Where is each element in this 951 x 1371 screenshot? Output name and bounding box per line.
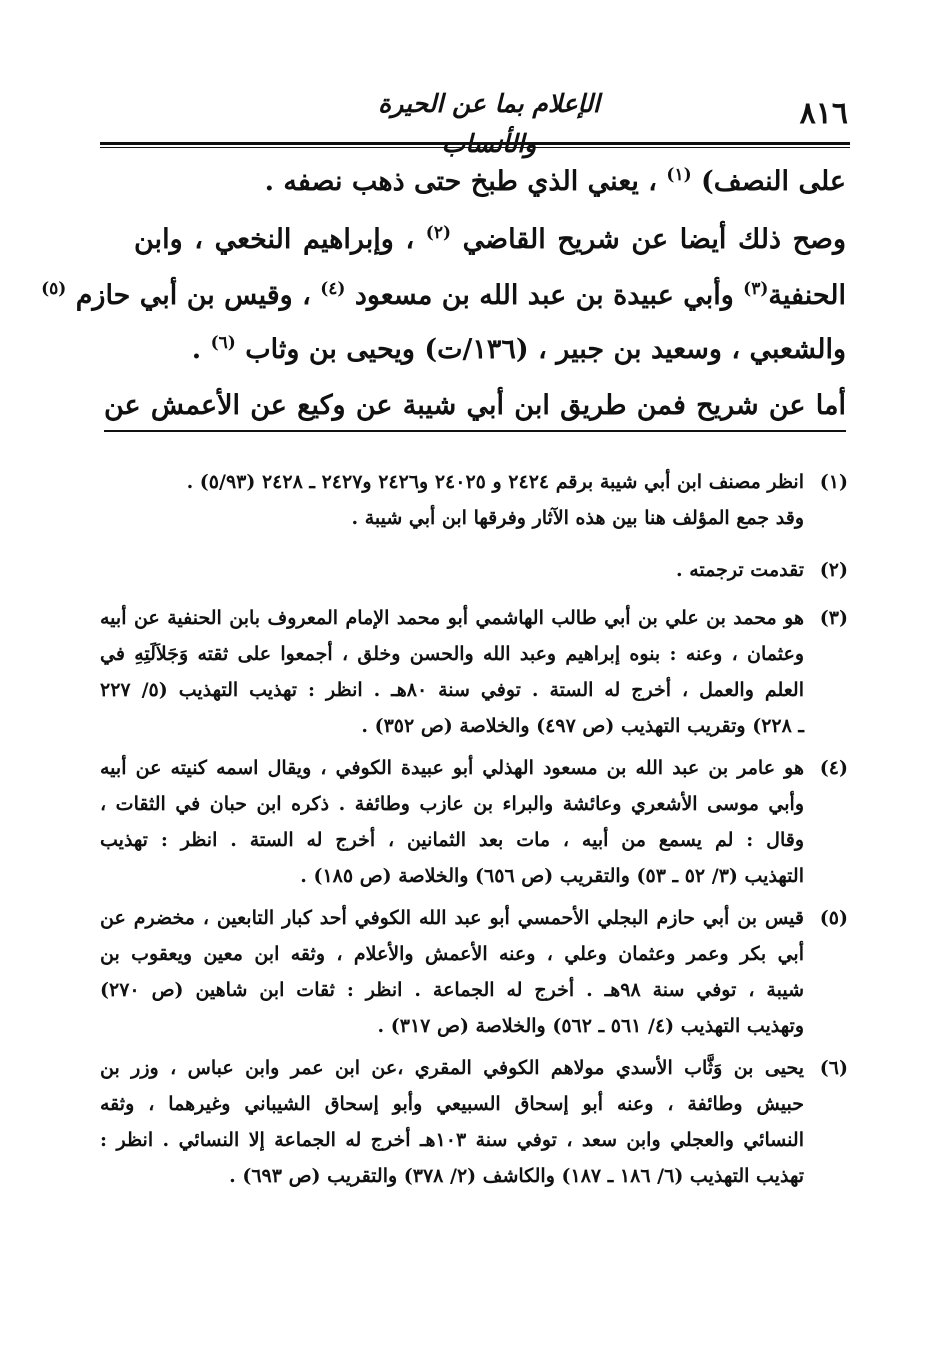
footnote-number: (١) <box>819 471 848 493</box>
footnote-ref: (٥) <box>41 279 67 299</box>
footnote-separator <box>104 430 846 432</box>
running-title: الإعلام بما عن الحيرة <box>378 89 600 118</box>
footnote-line: ـ ٢٢٨) وتقريب التهذيب (ص ٤٩٧) والخلاصة (ص ٣٥٢) . <box>361 715 804 737</box>
footnote-body <box>100 1050 804 1194</box>
footnote-line: وأبي موسى الأشعري وعائشة والبراء بن عازب وطائفة . ذكره ابن حبان في الثقات ، <box>100 793 804 815</box>
text-run: ، يعني الذي طبخ حتى ذهب نصفه . <box>264 166 667 197</box>
page-number: ٨١٦ <box>799 96 848 131</box>
footnote-number: (٤) <box>819 757 848 779</box>
footnote-body <box>100 464 804 536</box>
footnote-line: وعثمان ، وعنه : بنوه إبراهيم وعبد الله والحسن وخلق ، أجمعوا على ثقته وَجَلاَلَتِهِ في <box>100 643 804 665</box>
footnote-line: النسائي والعجلي وابن سعد ، توفي سنة ١٠٣هـ أخرج له الجماعة إلا النسائي . انظر : <box>100 1129 804 1151</box>
text-run: وأبي عبيدة بن عبد الله بن مسعود <box>345 280 744 311</box>
text-run: أما عن شريح فمن طريق ابن أبي شيبة عن وكيع عن الأعمش عن <box>104 390 846 421</box>
footnote-line: تقدمت ترجمته . <box>676 559 804 581</box>
text-run: . <box>191 334 211 365</box>
footnote-ref: (٢) <box>425 223 452 243</box>
header-rule <box>100 142 850 145</box>
footnote-ref: (٦) <box>210 333 236 353</box>
main-line-1 <box>104 162 846 204</box>
footnote-number: (٢) <box>819 559 848 581</box>
footnote-body <box>100 600 804 744</box>
footnote-line: حبيش وطائفة ، وعنه أبو إسحاق السبيعي وأبو إسحاق الشيباني وغيرهما ، وثقه <box>100 1093 804 1115</box>
footnote-body <box>100 552 804 588</box>
text-run: والشعبي ، وسعيد بن جبير ، (١٣٦/ت) ويحيى بن وثاب <box>235 334 846 365</box>
text-run: ، وإبراهيم النخعي ، وابن <box>134 224 426 255</box>
footnote-number: (٦) <box>819 1057 848 1079</box>
footnote-line: شيبة ، توفي سنة ٩٨هـ . أخرج له الجماعة . انظر : ثقات ابن شاهين (ص ٢٧٠) <box>100 979 804 1001</box>
footnote-line: وتهذيب التهذيب (٤/ ٥٦١ ـ ٥٦٢) والخلاصة (ص ٣١٧) . <box>377 1015 804 1037</box>
text-run: ، وقيس بن أبي حازم <box>66 280 321 311</box>
footnote-ref: (٤) <box>320 279 346 299</box>
main-line-3 <box>41 276 846 318</box>
footnote-line: وقد جمع المؤلف هنا بين هذه الآثار وفرقها ابن أبي شيبة . <box>351 507 804 529</box>
footnote-line: العلم والعمل ، أخرج له الستة . توفي سنة ٨٠هـ . انظر : تهذيب التهذيب (٥/ ٢٢٧ <box>100 679 804 701</box>
footnote-line: التهذيب (٣/ ٥٢ ـ ٥٣) والتقريب (ص ٦٥٦) والخلاصة (ص ١٨٥) . <box>300 865 804 887</box>
main-line-2 <box>134 220 846 262</box>
footnote-ref: (١) <box>666 165 692 185</box>
footnote-line: يحيى بن وَثَّاب الأسدي مولاهم الكوفي المقري ،عن ابن عمر وابن عباس ، وزر بن <box>100 1057 804 1079</box>
footnote-ref: (٣) <box>743 279 769 299</box>
footnote-line: هو محمد بن علي بن أبي طالب الهاشمي أبو محمد الإمام المعروف بابن الحنفية عن أبيه <box>100 607 804 629</box>
footnote-number: (٥) <box>819 907 848 929</box>
text-run: الحنفية <box>768 280 846 311</box>
header-rule-thin <box>100 147 850 148</box>
main-line-5 <box>104 386 846 428</box>
footnote-line: أبي بكر وعمر وعثمان وعلي ، وعنه الأعمش والأعلام ، وثقه ابن معين ويعقوب بن <box>100 943 804 965</box>
text-run: وصح ذلك أيضا عن شريح القاضي <box>451 224 846 255</box>
text-run: على النصف) <box>691 166 846 197</box>
footnote-line: انظر مصنف ابن أبي شيبة برقم ٢٤٢٤ و ٢٤٠٢٥ و٢٤٢٦ و٢٤٢٧ ـ ٢٤٢٨ (٥/٩٣) . <box>186 471 804 493</box>
page-header <box>100 78 850 148</box>
footnote-line: وقال : لم يسمع من أبيه ، مات بعد الثمانين ، أخرج له الستة . انظر : تهذيب <box>100 829 804 851</box>
footnote-line: قيس بن أبي حازم البجلي الأحمسي أبو عبد الله الكوفي أحد كبار التابعين ، مخضرم عن <box>100 907 804 929</box>
footnote-number: (٣) <box>819 607 848 629</box>
footnote-line: تهذيب التهذيب (٦/ ١٨٦ ـ ١٨٧) والكاشف (٢/ ٣٧٨) والتقريب (ص ٦٩٣) . <box>229 1165 804 1187</box>
main-line-4 <box>104 330 846 372</box>
footnote-body <box>100 750 804 894</box>
footnote-body <box>100 900 804 1044</box>
footnote-line: هو عامر بن عبد الله بن مسعود الهذلي أبو عبيدة الكوفي ، ويقال اسمه كنيته عن أبيه <box>100 757 804 779</box>
